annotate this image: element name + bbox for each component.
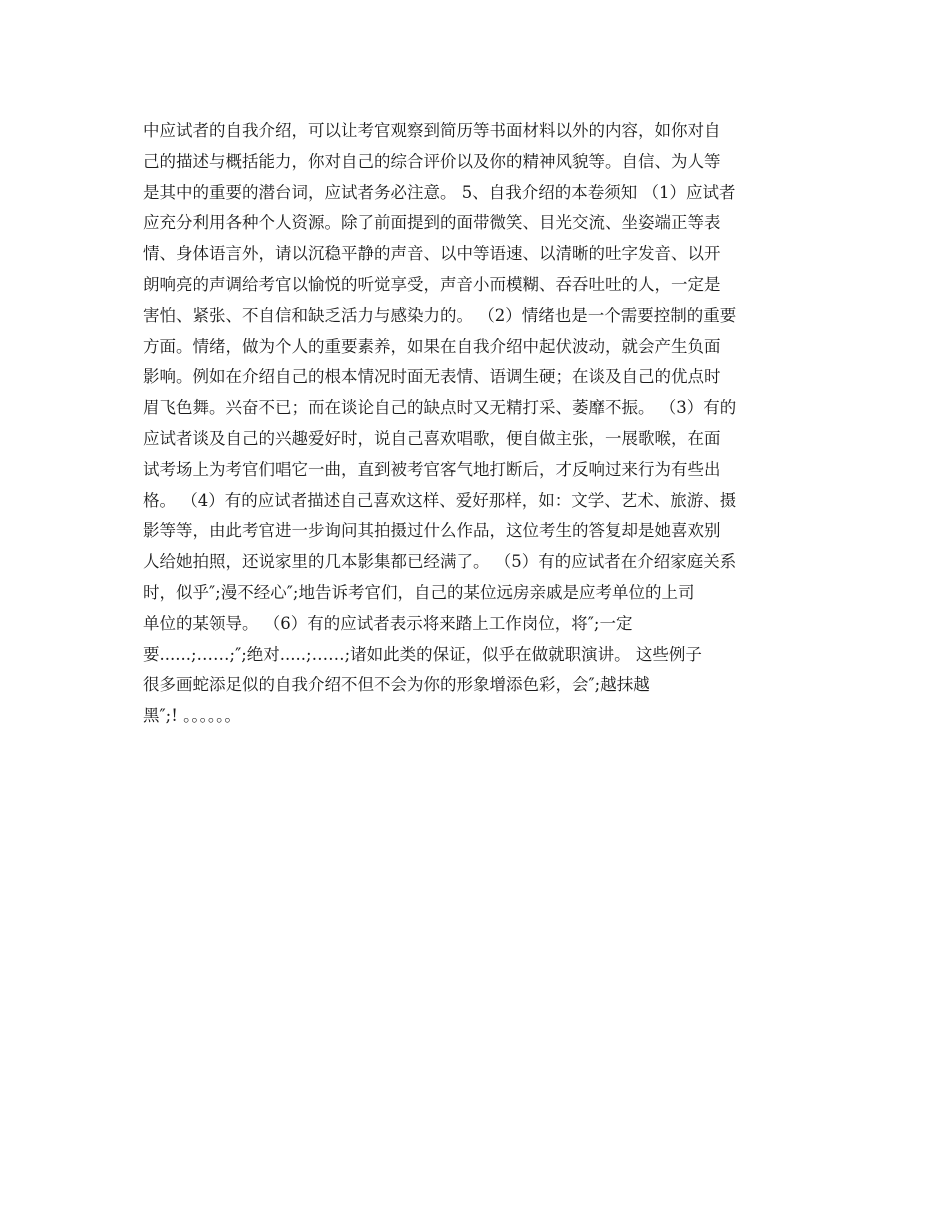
text-line: 眉飞色舞。兴奋不已；而在谈论自己的缺点时又无精打采、萎靡不振。 （3）有的 [143,398,737,418]
text-line: 中应试者的自我介绍，可以让考官观察到简历等书面材料以外的内容，如你对自 [143,121,721,140]
text-line: 应试者谈及自己的兴趣爱好时，说自己喜欢唱歌，便自做主张，一展歌喉，在面 [143,428,721,448]
text-line: 人给她拍照，还说家里的几本影集都已经满了。 （5）有的应试者在介绍家庭关系 [143,552,737,572]
text-line: 很多画蛇添足似的自我介绍不但不会为你的形象增添色彩，会″;越抹越 [143,675,650,695]
text-line: 黑″;! 。。。。。。 [143,706,241,726]
text-line: 单位的某领导。 （6）有的应试者表示将来踏上工作岗位，将″;一定 [143,613,633,633]
text-line: 影响。例如在介绍自己的根本情况时面无表情、语调生硬；在谈及自己的优点时 [143,367,721,387]
text-line: 试考场上为考官们唱它一曲，直到被考官客气地打断后，才反响过来行为有些出 [143,459,721,479]
text-line: 时，似乎″;漫不经心″;地告诉考官们，自己的某位远房亲戚是应考单位的上司 [143,582,695,602]
text-line: 情、身体语言外，请以沉稳平静的声音、以中等语速、以清晰的吐字发音、以开 [143,244,721,264]
text-line: 害怕、紧张、不自信和缺乏活力与感染力的。 （2）情绪也是一个需要控制的重要 [143,305,737,325]
text-line: 方面。情绪，做为个人的重要素养，如果在自我介绍中起伏波动，就会产生负面 [143,336,721,356]
text-line: 应充分利用各种个人资源。除了前面提到的面带微笑、目光交流、坐姿端正等表 [143,213,721,233]
text-line: 影等等，由此考官进一步询问其拍摄过什么作品，这位考生的答复却是她喜欢别 [143,521,721,541]
text-line: 己的描述与概括能力，你对自己的综合评价以及你的精神风貌等。自信、为人等 [143,151,721,171]
text-line: 是其中的重要的潜台词，应试者务必注意。 5、自我介绍的本卷须知 （1）应试者 [143,182,736,202]
text-line: 要......;……;″;绝对.....;……;诸如此类的保证，似乎在做就职演讲。 这些例子 [143,644,702,664]
body-text [143,116,823,732]
text-line: 格。 （4）有的应试者描述自己喜欢这样、爱好那样，如：文学、艺术、旅游、摄 [143,490,737,510]
text-line: 朗响亮的声调给考官以愉悦的听觉享受，声音小而模糊、吞吞吐吐的人，一定是 [143,274,721,294]
